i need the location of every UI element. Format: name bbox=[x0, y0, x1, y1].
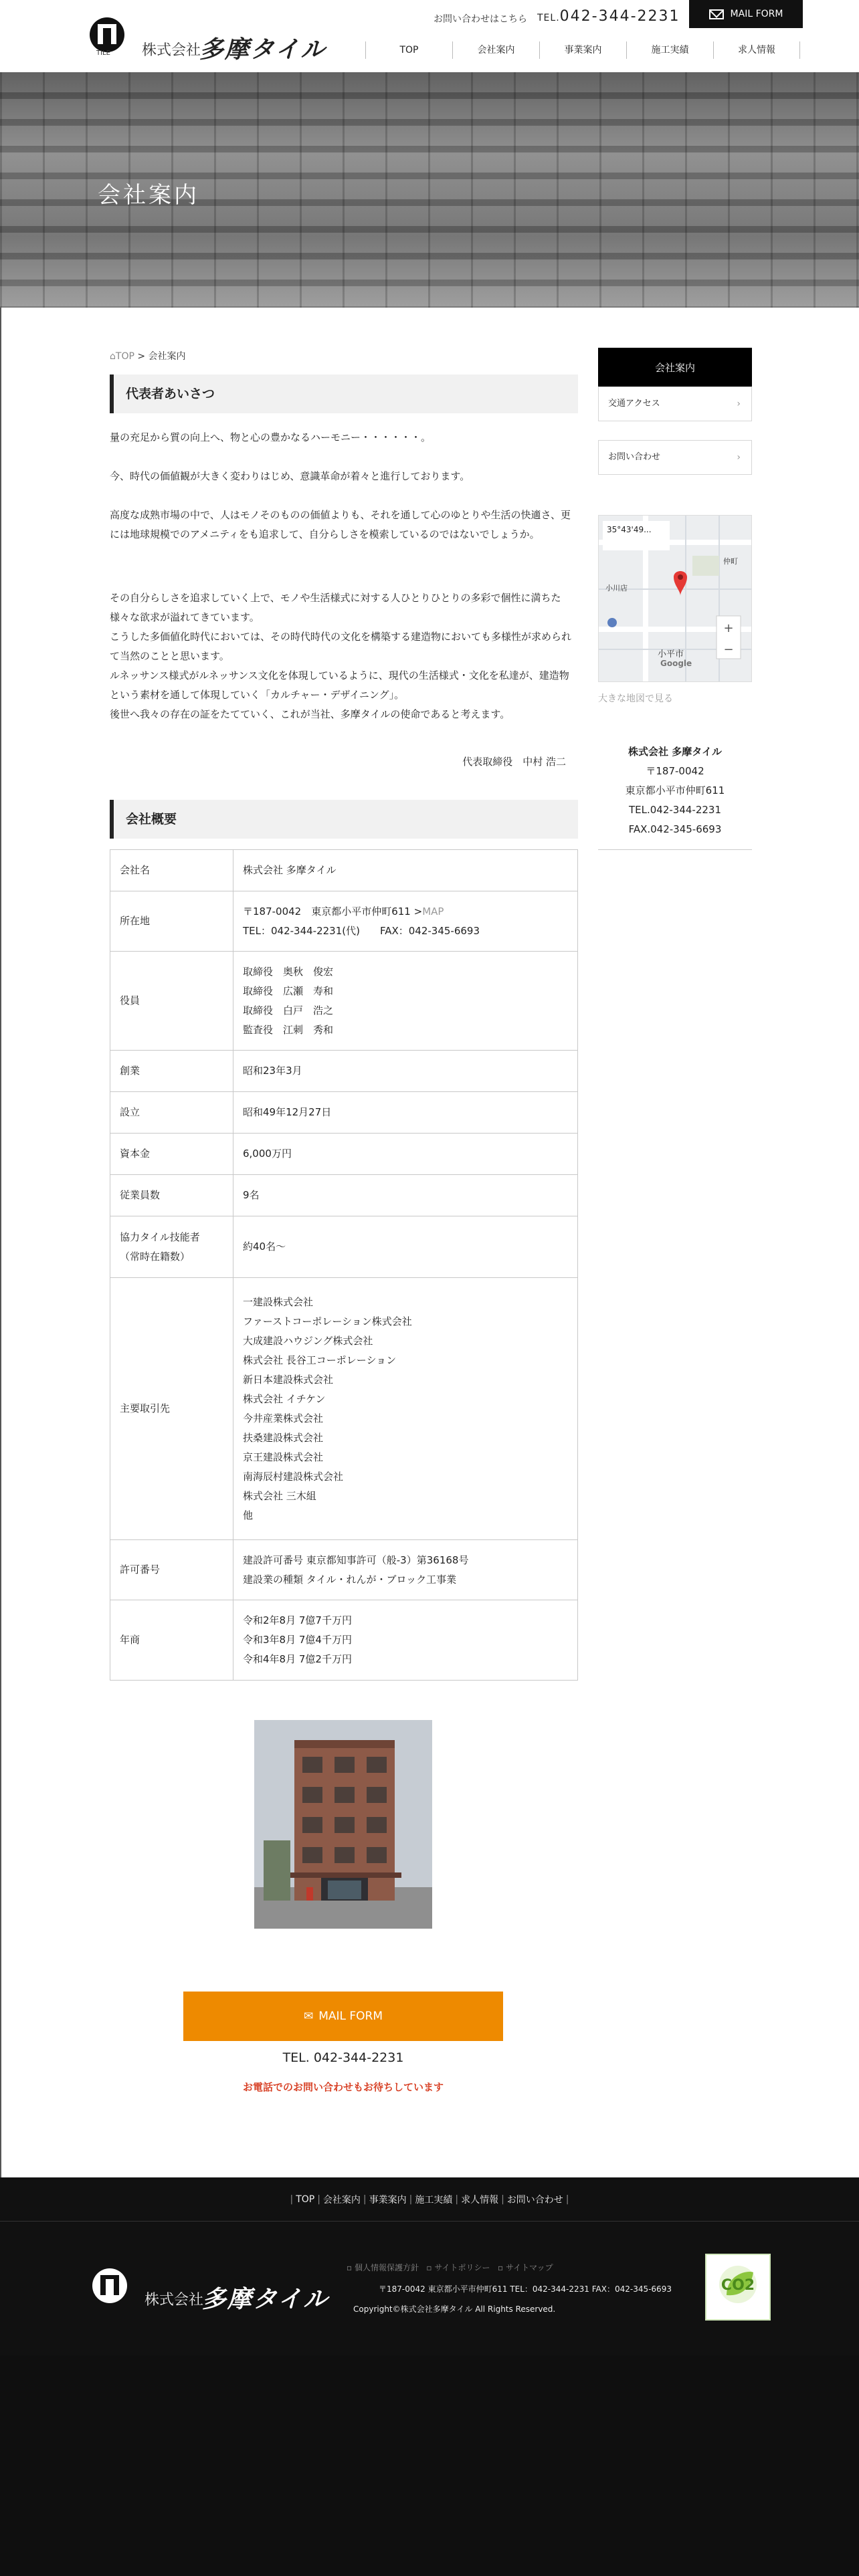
greeting-paragraph-2: 今、時代の価値観が大きく変わりはじめ、意識革命が着々と進行しております。 bbox=[110, 470, 470, 482]
map-label-shop: 小川店 bbox=[605, 584, 628, 593]
row-label: 従業員数 bbox=[110, 1175, 233, 1216]
map-info-card bbox=[603, 521, 670, 550]
row-value: 昭和49年12月27日 bbox=[233, 1092, 578, 1134]
row-label: 年商 bbox=[110, 1600, 233, 1681]
footer-link-privacy[interactable]: ▫ 個人情報保護方針 bbox=[347, 2263, 419, 2272]
greeting-heading: 代表者あいさつ bbox=[110, 374, 578, 413]
nav-top[interactable]: TOP bbox=[365, 41, 452, 59]
breadcrumb-home[interactable] bbox=[110, 351, 134, 362]
row-label: 会社名 bbox=[110, 850, 233, 891]
co2-leaf-icon bbox=[706, 2255, 769, 2319]
logo-company-name: 多摩タイル bbox=[199, 35, 326, 64]
greeting-paragraph-1: 量の充足から質の向上へ、物と心の豊かなるハーモニー・・・・・・。 bbox=[110, 431, 432, 443]
footer-logo-mark-icon bbox=[88, 2267, 131, 2310]
address-text: 〒187-0042 東京都小平市仲町611 > bbox=[243, 905, 423, 918]
row-value bbox=[233, 891, 578, 952]
row-value: 株式会社 多摩タイル bbox=[233, 850, 578, 891]
cta-mail-button[interactable] bbox=[183, 1992, 503, 2041]
footer-nav-contact[interactable]: お問い合わせ bbox=[506, 2194, 563, 2206]
breadcrumb-home-label: TOP bbox=[115, 351, 134, 362]
row-value: 約40名～ bbox=[233, 1216, 578, 1278]
footer-nav-recruit[interactable]: 求人情報 bbox=[461, 2194, 499, 2206]
map-attribution: Google bbox=[660, 659, 692, 668]
greeting-paragraph-3: 高度な成熟市場の中で、人はモノそのものの価値よりも、それを通して心のゆとりや生活の快適さ、更には地球規模でのアメニティをも追求して、自分らしさを模索しているのではないでしょうか。 bbox=[110, 509, 571, 540]
header-tel-prefix: TEL. bbox=[537, 13, 560, 23]
home-icon: ⌂ bbox=[110, 351, 116, 362]
map-coord: 35°43'49... bbox=[607, 525, 652, 534]
greeting-signature: 代表取締役 中村 浩二 bbox=[462, 756, 566, 768]
page-title: 会社案内 bbox=[98, 182, 199, 209]
footer-nav-separator: | bbox=[455, 2193, 459, 2205]
table-row bbox=[110, 1540, 578, 1600]
sidebar-address: 東京都小平市仲町611 bbox=[625, 784, 725, 796]
footer-nav-separator: | bbox=[409, 2193, 413, 2205]
breadcrumb-current: 会社案内 bbox=[148, 351, 186, 362]
sidebar-tel: TEL.042-344-2231 bbox=[628, 804, 722, 816]
sidebar-divider bbox=[598, 849, 752, 850]
map-label-city: 小平市 bbox=[658, 649, 684, 659]
header-mail-button[interactable] bbox=[689, 0, 803, 28]
footer-address: 〒187-0042 東京都小平市仲町611 TEL：042-344-2231 FAX：042-345-6693 bbox=[379, 2284, 672, 2294]
hero-banner bbox=[0, 72, 859, 308]
cta-mail-label: MAIL FORM bbox=[318, 2010, 383, 2023]
table-row bbox=[110, 1092, 578, 1134]
co2-badge bbox=[705, 2254, 771, 2321]
table-row bbox=[110, 1600, 578, 1681]
sidebar-company-name: 株式会社 多摩タイル bbox=[628, 746, 722, 758]
company-overview-table bbox=[110, 849, 578, 1681]
row-label: 役員 bbox=[110, 952, 233, 1051]
footer-nav-separator: | bbox=[317, 2193, 320, 2205]
table-row bbox=[110, 952, 578, 1051]
sidebar-item-label: 交通アクセス bbox=[608, 399, 660, 409]
footer-nav-works[interactable]: 施工実績 bbox=[415, 2194, 453, 2206]
svg-text:+: + bbox=[723, 621, 734, 635]
row-value: 昭和23年3月 bbox=[233, 1051, 578, 1092]
footer-link-label: サイトポリシー bbox=[434, 2263, 490, 2272]
header-mail-label: MAIL FORM bbox=[730, 9, 783, 19]
breadcrumb-separator: > bbox=[134, 351, 149, 362]
nav-recruit[interactable]: 求人情報 bbox=[713, 41, 800, 59]
map-label-town: 仲町 bbox=[723, 557, 738, 566]
breadcrumb bbox=[110, 349, 186, 362]
footer-link-label: サイトマップ bbox=[505, 2263, 553, 2272]
chevron-right-icon: › bbox=[737, 452, 741, 463]
header-tel[interactable] bbox=[537, 8, 680, 25]
cta-mail-icon: ✉ bbox=[303, 2010, 314, 2023]
footer-nav-separator: | bbox=[565, 2193, 569, 2205]
row-label: 資本金 bbox=[110, 1134, 233, 1175]
row-value: 9名 bbox=[233, 1175, 578, 1216]
row-value: 令和2年8月 7億7千万円 令和3年8月 7億4千万円 令和4年8月 7億2千万円 bbox=[233, 1600, 578, 1681]
footer-copyright: Copyright©株式会社多摩タイル All Rights Reserved. bbox=[353, 2304, 556, 2314]
footer-link-label: 個人情報保護方針 bbox=[354, 2263, 419, 2272]
sidebar-item-access[interactable] bbox=[598, 387, 752, 421]
global-nav bbox=[365, 41, 800, 59]
footer-nav-business[interactable]: 事業案内 bbox=[369, 2194, 407, 2206]
table-row bbox=[110, 1134, 578, 1175]
row-label: 創業 bbox=[110, 1051, 233, 1092]
mail-icon bbox=[709, 9, 724, 19]
cta-tel[interactable]: TEL. 042-344-2231 bbox=[282, 2050, 404, 2065]
sidebar-zip: 〒187-0042 bbox=[646, 765, 704, 777]
nav-works[interactable]: 施工実績 bbox=[626, 41, 713, 59]
greeting-paragraph-4: その自分らしさを追求していく上で、モノや生活様式に対する人ひとりひとりの多彩で個性に満ちた様々な欲求が溢れてきています。 こうした多価値化時代においては、その時代時代の文化を構築する建造物においても多様性が求められて当然のことと思います。 ルネッサンス様式がルネッサンス文化を体現しているように、現代の生活様式・文化を私達が、建造物という素材を通して体現していく「カルチャー・デザイニング」。 後世へ我々の存在の証をたてていく、これが当社、多摩タイルの使命であると考えます。 bbox=[110, 592, 572, 720]
sidebar-item-contact[interactable] bbox=[598, 440, 752, 475]
map-enlarge-link[interactable]: 大きな地図で見る bbox=[598, 693, 673, 704]
sidebar-fax: FAX.042-345-6693 bbox=[628, 823, 722, 835]
sidebar-company-info bbox=[598, 742, 752, 839]
google-map-embed[interactable] bbox=[598, 515, 752, 682]
row-value: 取締役 奥秋 俊宏 取締役 広瀬 寿和 取締役 白戸 浩之 監査役 江刺 秀和 bbox=[233, 952, 578, 1051]
footer-nav-separator: | bbox=[290, 2193, 294, 2205]
row-label: 所在地 bbox=[110, 891, 233, 952]
logo-sub: TILE bbox=[96, 49, 110, 57]
site-footer bbox=[0, 2222, 859, 2355]
table-row bbox=[110, 850, 578, 891]
table-row bbox=[110, 891, 578, 952]
footer-nav-top[interactable]: TOP bbox=[296, 2193, 315, 2205]
footer-nav-separator: | bbox=[363, 2193, 367, 2205]
company-building-photo bbox=[254, 1720, 432, 1929]
logo-company-prefix: 株式会社 bbox=[142, 42, 201, 59]
table-row bbox=[110, 1051, 578, 1092]
footer-company-name: 多摩タイル bbox=[202, 2285, 329, 2313]
chevron-right-icon: › bbox=[737, 399, 741, 409]
overview-heading: 会社概要 bbox=[110, 800, 578, 839]
row-label: 設立 bbox=[110, 1092, 233, 1134]
nav-company[interactable]: 会社案内 bbox=[452, 41, 539, 59]
nav-business[interactable]: 事業案内 bbox=[539, 41, 626, 59]
footer-link-sitemap[interactable]: ▫ サイトマップ bbox=[498, 2263, 553, 2272]
row-label: 協力タイル技能者 （常時在籍数） bbox=[110, 1216, 233, 1278]
header-tel-number: 042-344-2231 bbox=[559, 8, 680, 25]
header-contact-text: お問い合わせはこちら bbox=[434, 14, 527, 25]
svg-text:−: − bbox=[723, 643, 734, 657]
table-row bbox=[110, 1216, 578, 1278]
site-header bbox=[0, 0, 859, 72]
row-value: 6,000万円 bbox=[233, 1134, 578, 1175]
row-label: 許可番号 bbox=[110, 1540, 233, 1600]
table-row bbox=[110, 1278, 578, 1540]
tel-fax-text: TEL：042-344-2231(代) FAX：042-345-6693 bbox=[243, 924, 480, 937]
footer-nav-company[interactable]: 会社案内 bbox=[322, 2194, 361, 2206]
row-value: 一建設株式会社 ファーストコーポレーション株式会社 大成建設ハウジング株式会社 株式会社 長谷工コーポレーション 新日本建設株式会社 株式会社 イチケン 今井産業株式会社 扶桑建設株式会社 京王建設株式会社 南海辰村建設株式会社 株式会社 三木組 他 bbox=[233, 1278, 578, 1540]
site-logo[interactable] bbox=[86, 16, 340, 64]
footer-company-prefix: 株式会社 bbox=[145, 2292, 204, 2309]
co2-badge-text: CO2 bbox=[721, 2277, 755, 2294]
footer-link-policy[interactable]: ▫ サイトポリシー bbox=[426, 2263, 490, 2272]
sidebar-item-label: お問い合わせ bbox=[608, 452, 661, 462]
map-link[interactable]: MAP bbox=[422, 905, 444, 918]
row-label: 主要取引先 bbox=[110, 1278, 233, 1540]
cta-note: お電話でのお問い合わせもお待ちしています bbox=[242, 2081, 444, 2093]
table-row bbox=[110, 1175, 578, 1216]
footer-nav bbox=[0, 2177, 859, 2222]
row-value: 建設許可番号 東京都知事許可（般-3）第36168号 建設業の種類 タイル・れんが・ブロック工事業 bbox=[233, 1540, 578, 1600]
footer-nav-separator: | bbox=[501, 2193, 504, 2205]
sidebar-heading: 会社案内 bbox=[598, 348, 752, 387]
footer-logo[interactable] bbox=[88, 2267, 329, 2313]
footer-links bbox=[347, 2262, 553, 2273]
